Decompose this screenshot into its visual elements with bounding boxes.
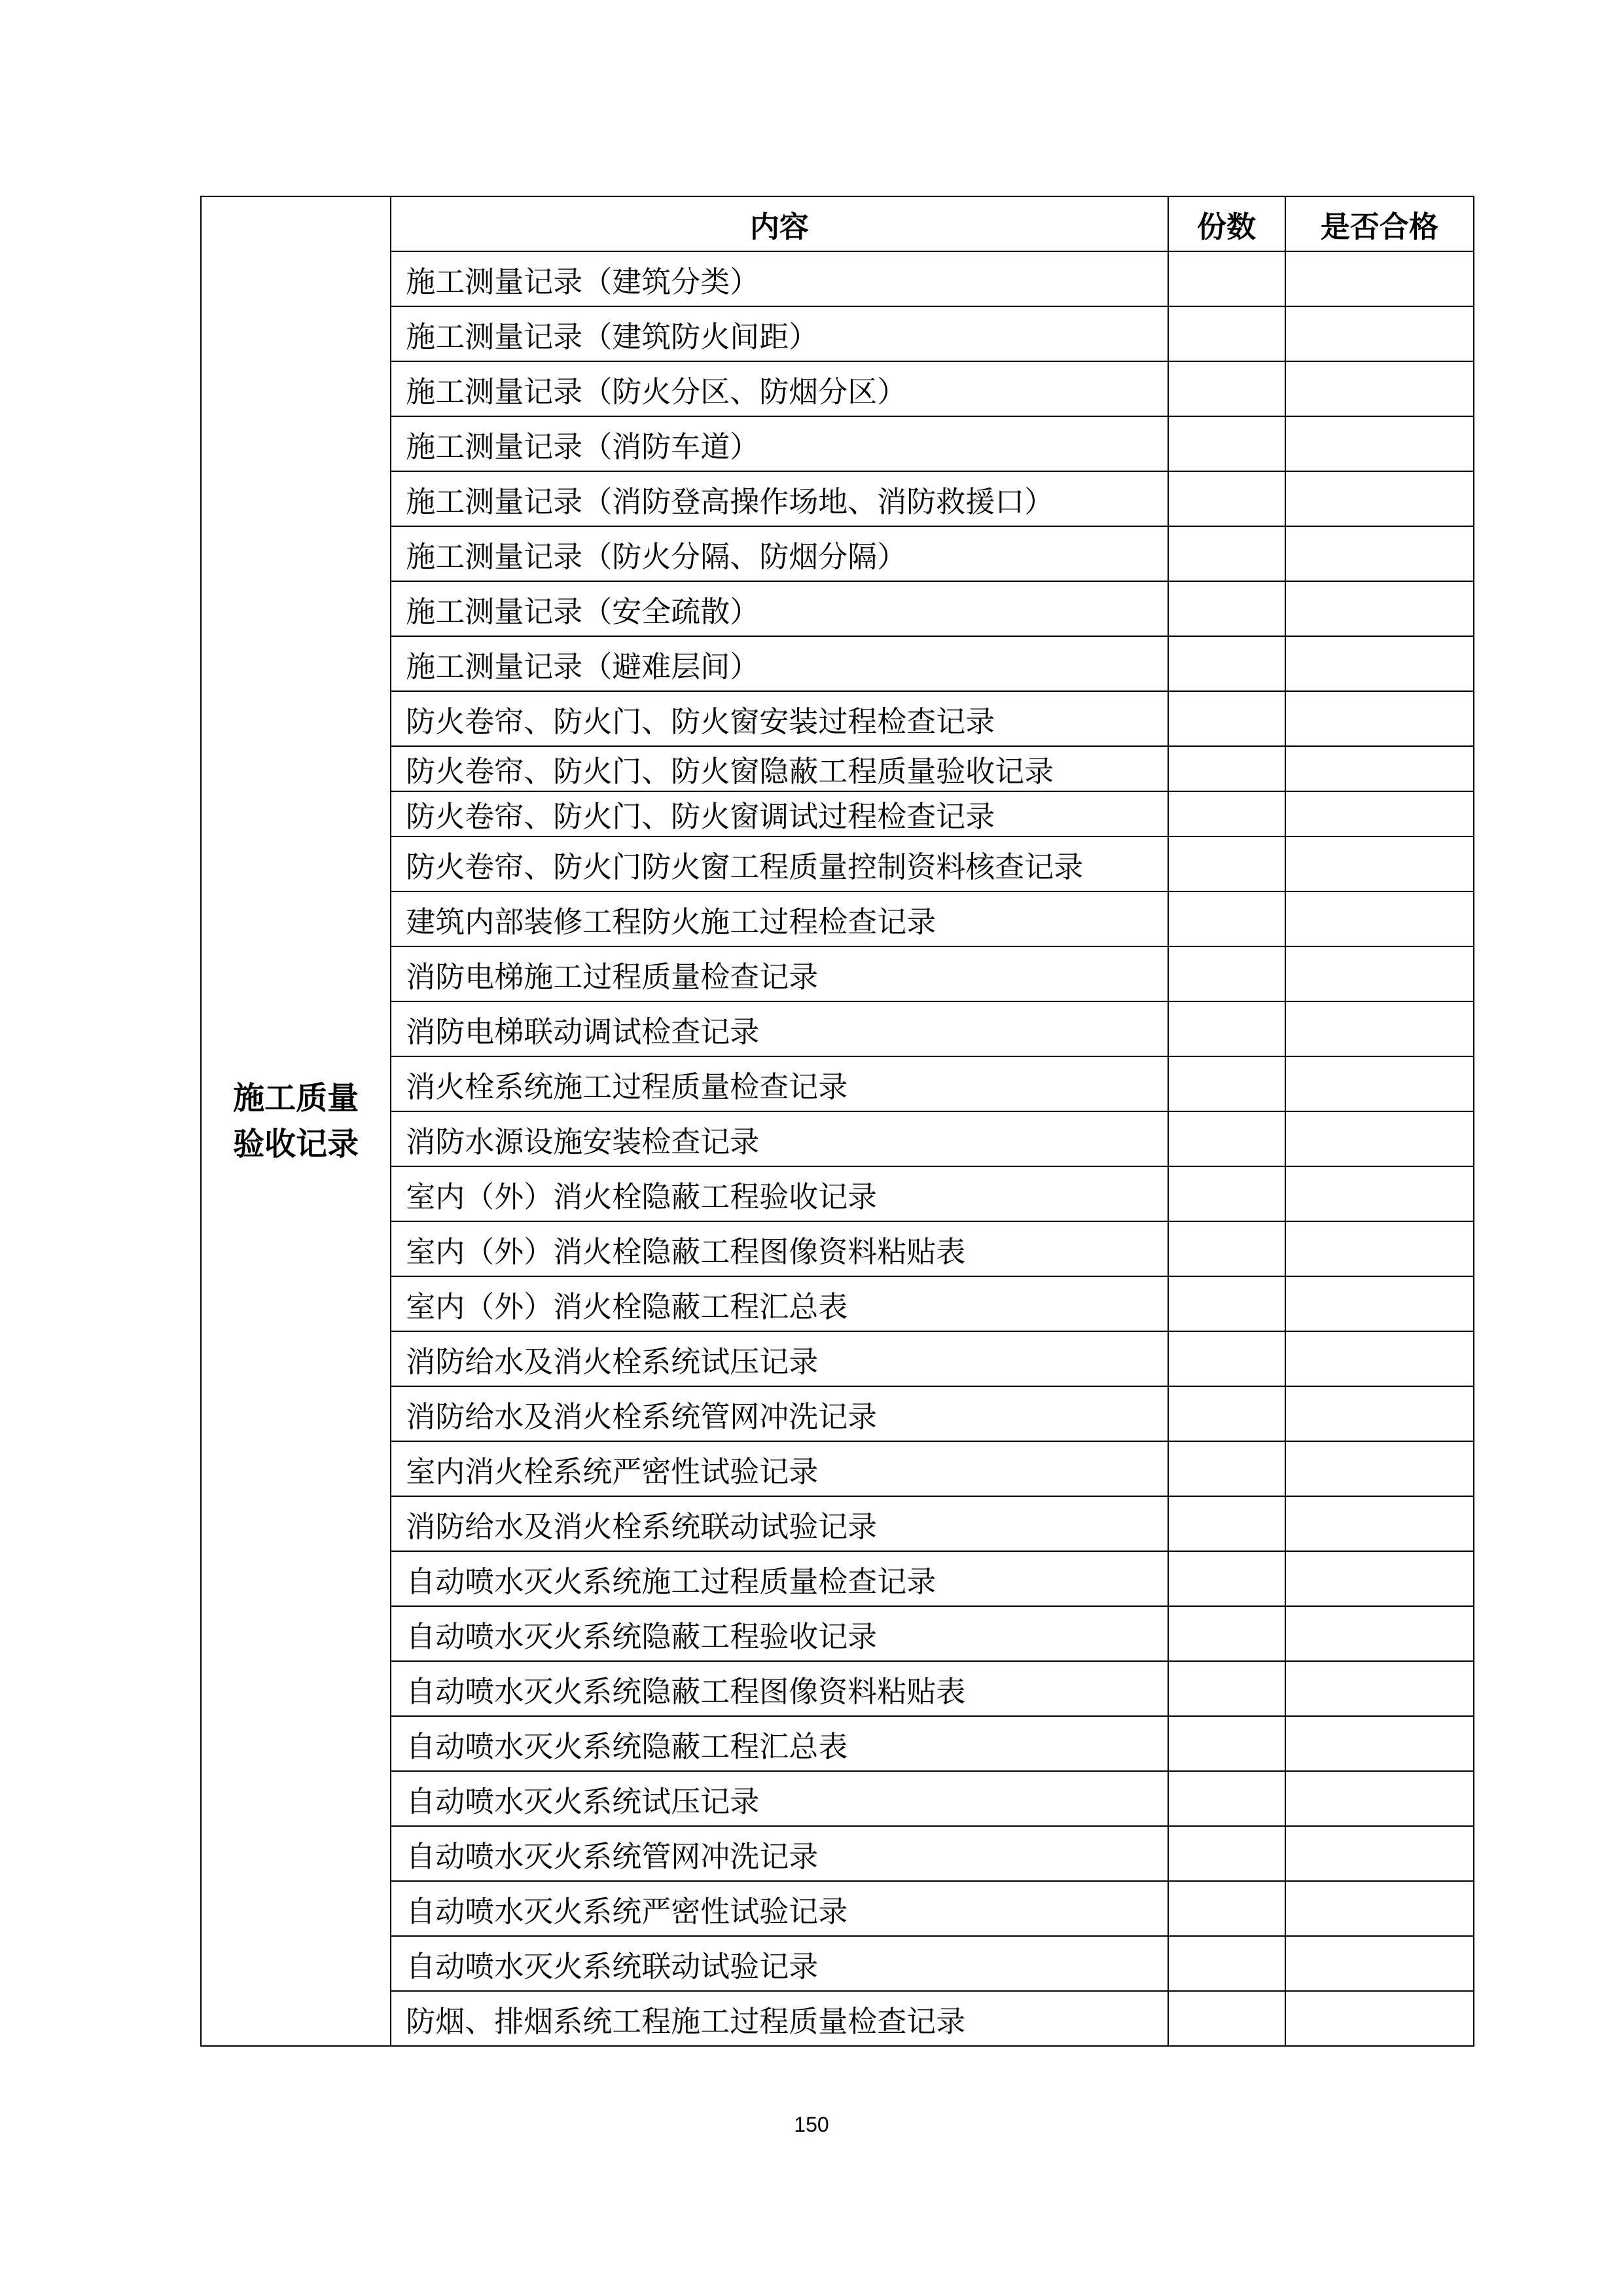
count-cell[interactable] [1168,361,1285,416]
record-name-cell: 自动喷水灭火系统联动试验记录 [391,1936,1168,1991]
qualified-cell[interactable] [1285,526,1474,581]
table-row [201,1826,1474,1881]
record-name-cell: 建筑内部装修工程防火施工过程检查记录 [391,891,1168,946]
qualified-cell[interactable] [1285,361,1474,416]
record-name-cell: 施工测量记录（建筑防火间距） [391,306,1168,361]
table-row [201,416,1474,471]
count-cell[interactable] [1168,791,1285,836]
table-row [201,1276,1474,1331]
qualified-cell[interactable] [1285,471,1474,526]
record-name-cell: 防火卷帘、防火门、防火窗隐蔽工程质量验收记录 [391,746,1168,791]
count-cell[interactable] [1168,1936,1285,1991]
table-header-row [201,196,1474,251]
qualified-cell[interactable] [1285,1771,1474,1826]
count-cell[interactable] [1168,1001,1285,1056]
qualified-cell[interactable] [1285,1881,1474,1936]
record-name-cell: 施工测量记录（消防登高操作场地、消防救援口） [391,471,1168,526]
count-cell[interactable] [1168,1441,1285,1496]
table-row [201,636,1474,691]
qualified-cell[interactable] [1285,1991,1474,2046]
record-name-cell: 防火卷帘、防火门、防火窗调试过程检查记录 [391,791,1168,836]
record-name-cell: 自动喷水灭火系统管网冲洗记录 [391,1826,1168,1881]
record-name-cell: 室内消火栓系统严密性试验记录 [391,1441,1168,1496]
table-row [201,1991,1474,2046]
table-row [201,746,1474,791]
table-row [201,1771,1474,1826]
count-cell[interactable] [1168,1056,1285,1111]
record-name-cell: 室内（外）消火栓隐蔽工程图像资料粘贴表 [391,1221,1168,1276]
table-row [201,1111,1474,1166]
qualified-cell[interactable] [1285,1111,1474,1166]
record-name-cell: 消防给水及消火栓系统联动试验记录 [391,1496,1168,1551]
count-cell[interactable] [1168,1166,1285,1221]
qualified-cell[interactable] [1285,581,1474,636]
qualified-cell[interactable] [1285,946,1474,1001]
count-cell[interactable] [1168,1606,1285,1661]
table-row [201,1716,1474,1771]
count-cell[interactable] [1168,581,1285,636]
record-name-cell: 施工测量记录（消防车道） [391,416,1168,471]
qualified-cell[interactable] [1285,746,1474,791]
qualified-cell[interactable] [1285,836,1474,891]
category-label-line1: 施工质量 [233,1080,359,1117]
table-row [201,791,1474,836]
qualified-cell[interactable] [1285,691,1474,746]
count-cell[interactable] [1168,526,1285,581]
record-name-cell: 消防电梯施工过程质量检查记录 [391,946,1168,1001]
table-row [201,1606,1474,1661]
count-cell[interactable] [1168,891,1285,946]
qualified-cell[interactable] [1285,306,1474,361]
table-row [201,1166,1474,1221]
record-name-cell: 消防给水及消火栓系统试压记录 [391,1331,1168,1386]
table-row [201,361,1474,416]
qualified-cell[interactable] [1285,636,1474,691]
table-row [201,691,1474,746]
record-name-cell: 室内（外）消火栓隐蔽工程验收记录 [391,1166,1168,1221]
qualified-cell[interactable] [1285,1551,1474,1606]
record-name-cell: 消火栓系统施工过程质量检查记录 [391,1056,1168,1111]
record-name-cell: 施工测量记录（建筑分类） [391,251,1168,306]
table-row [201,581,1474,636]
acceptance-records-table [200,196,1474,2047]
qualified-cell[interactable] [1285,1056,1474,1111]
count-cell[interactable] [1168,1771,1285,1826]
record-name-cell: 施工测量记录（防火分隔、防烟分隔） [391,526,1168,581]
count-cell[interactable] [1168,1276,1285,1331]
record-name-cell: 防火卷帘、防火门防火窗工程质量控制资料核查记录 [391,836,1168,891]
record-name-cell: 自动喷水灭火系统隐蔽工程图像资料粘贴表 [391,1661,1168,1716]
qualified-cell[interactable] [1285,1606,1474,1661]
table-row [201,836,1474,891]
count-cell[interactable] [1168,691,1285,746]
table-row [201,1551,1474,1606]
count-cell[interactable] [1168,416,1285,471]
count-cell[interactable] [1168,746,1285,791]
qualified-cell[interactable] [1285,1276,1474,1331]
count-cell[interactable] [1168,251,1285,306]
record-name-cell: 施工测量记录（避难层间） [391,636,1168,691]
record-name-cell: 室内（外）消火栓隐蔽工程汇总表 [391,1276,1168,1331]
category-cell [201,196,391,2046]
table-row [201,1331,1474,1386]
qualified-cell[interactable] [1285,416,1474,471]
table-row [201,251,1474,306]
count-cell[interactable] [1168,1331,1285,1386]
table-row [201,1441,1474,1496]
qualified-cell[interactable] [1285,1331,1474,1386]
record-name-cell: 自动喷水灭火系统隐蔽工程汇总表 [391,1716,1168,1771]
record-name-cell: 自动喷水灭火系统隐蔽工程验收记录 [391,1606,1168,1661]
qualified-cell[interactable] [1285,791,1474,836]
count-cell[interactable] [1168,1991,1285,2046]
count-cell[interactable] [1168,471,1285,526]
qualified-cell[interactable] [1285,1936,1474,1991]
count-cell[interactable] [1168,1386,1285,1441]
table-row [201,946,1474,1001]
record-name-cell: 自动喷水灭火系统严密性试验记录 [391,1881,1168,1936]
record-name-cell: 施工测量记录（安全疏散） [391,581,1168,636]
count-cell[interactable] [1168,1111,1285,1166]
table-row [201,1001,1474,1056]
qualified-cell[interactable] [1285,891,1474,946]
table-row [201,1496,1474,1551]
qualified-cell[interactable] [1285,251,1474,306]
qualified-cell[interactable] [1285,1716,1474,1771]
category-label-line2: 验收记录 [233,1126,359,1162]
table-row [201,1936,1474,1991]
qualified-cell[interactable] [1285,1826,1474,1881]
record-name-cell: 消防水源设施安装检查记录 [391,1111,1168,1166]
count-cell[interactable] [1168,836,1285,891]
qualified-cell[interactable] [1285,1166,1474,1221]
count-cell[interactable] [1168,1221,1285,1276]
table-row [201,1221,1474,1276]
table-row [201,1881,1474,1936]
count-cell[interactable] [1168,1496,1285,1551]
table-row [201,1386,1474,1441]
count-cell[interactable] [1168,1551,1285,1606]
qualified-cell[interactable] [1285,1221,1474,1276]
table-row [201,306,1474,361]
table-body [201,196,1474,2046]
count-cell[interactable] [1168,1661,1285,1716]
record-name-cell: 施工测量记录（防火分区、防烟分区） [391,361,1168,416]
record-name-cell: 防烟、排烟系统工程施工过程质量检查记录 [391,1991,1168,2046]
qualified-cell[interactable] [1285,1496,1474,1551]
table-row [201,891,1474,946]
count-cell[interactable] [1168,1716,1285,1771]
qualified-cell[interactable] [1285,1661,1474,1716]
header-count: 份数 [1168,196,1285,251]
count-cell[interactable] [1168,306,1285,361]
table-row [201,1056,1474,1111]
page-number: 150 [794,2113,829,2136]
table-row [201,526,1474,581]
qualified-cell[interactable] [1285,1386,1474,1441]
record-name-cell: 防火卷帘、防火门、防火窗安装过程检查记录 [391,691,1168,746]
count-cell[interactable] [1168,1881,1285,1936]
count-cell[interactable] [1168,946,1285,1001]
table-row [201,471,1474,526]
record-name-cell: 消防给水及消火栓系统管网冲洗记录 [391,1386,1168,1441]
record-name-cell: 自动喷水灭火系统试压记录 [391,1771,1168,1826]
header-content: 内容 [391,196,1168,251]
header-qualified: 是否合格 [1285,196,1474,251]
qualified-cell[interactable] [1285,1001,1474,1056]
count-cell[interactable] [1168,636,1285,691]
record-name-cell: 消防电梯联动调试检查记录 [391,1001,1168,1056]
qualified-cell[interactable] [1285,1441,1474,1496]
count-cell[interactable] [1168,1826,1285,1881]
table-row [201,1661,1474,1716]
record-name-cell: 自动喷水灭火系统施工过程质量检查记录 [391,1551,1168,1606]
